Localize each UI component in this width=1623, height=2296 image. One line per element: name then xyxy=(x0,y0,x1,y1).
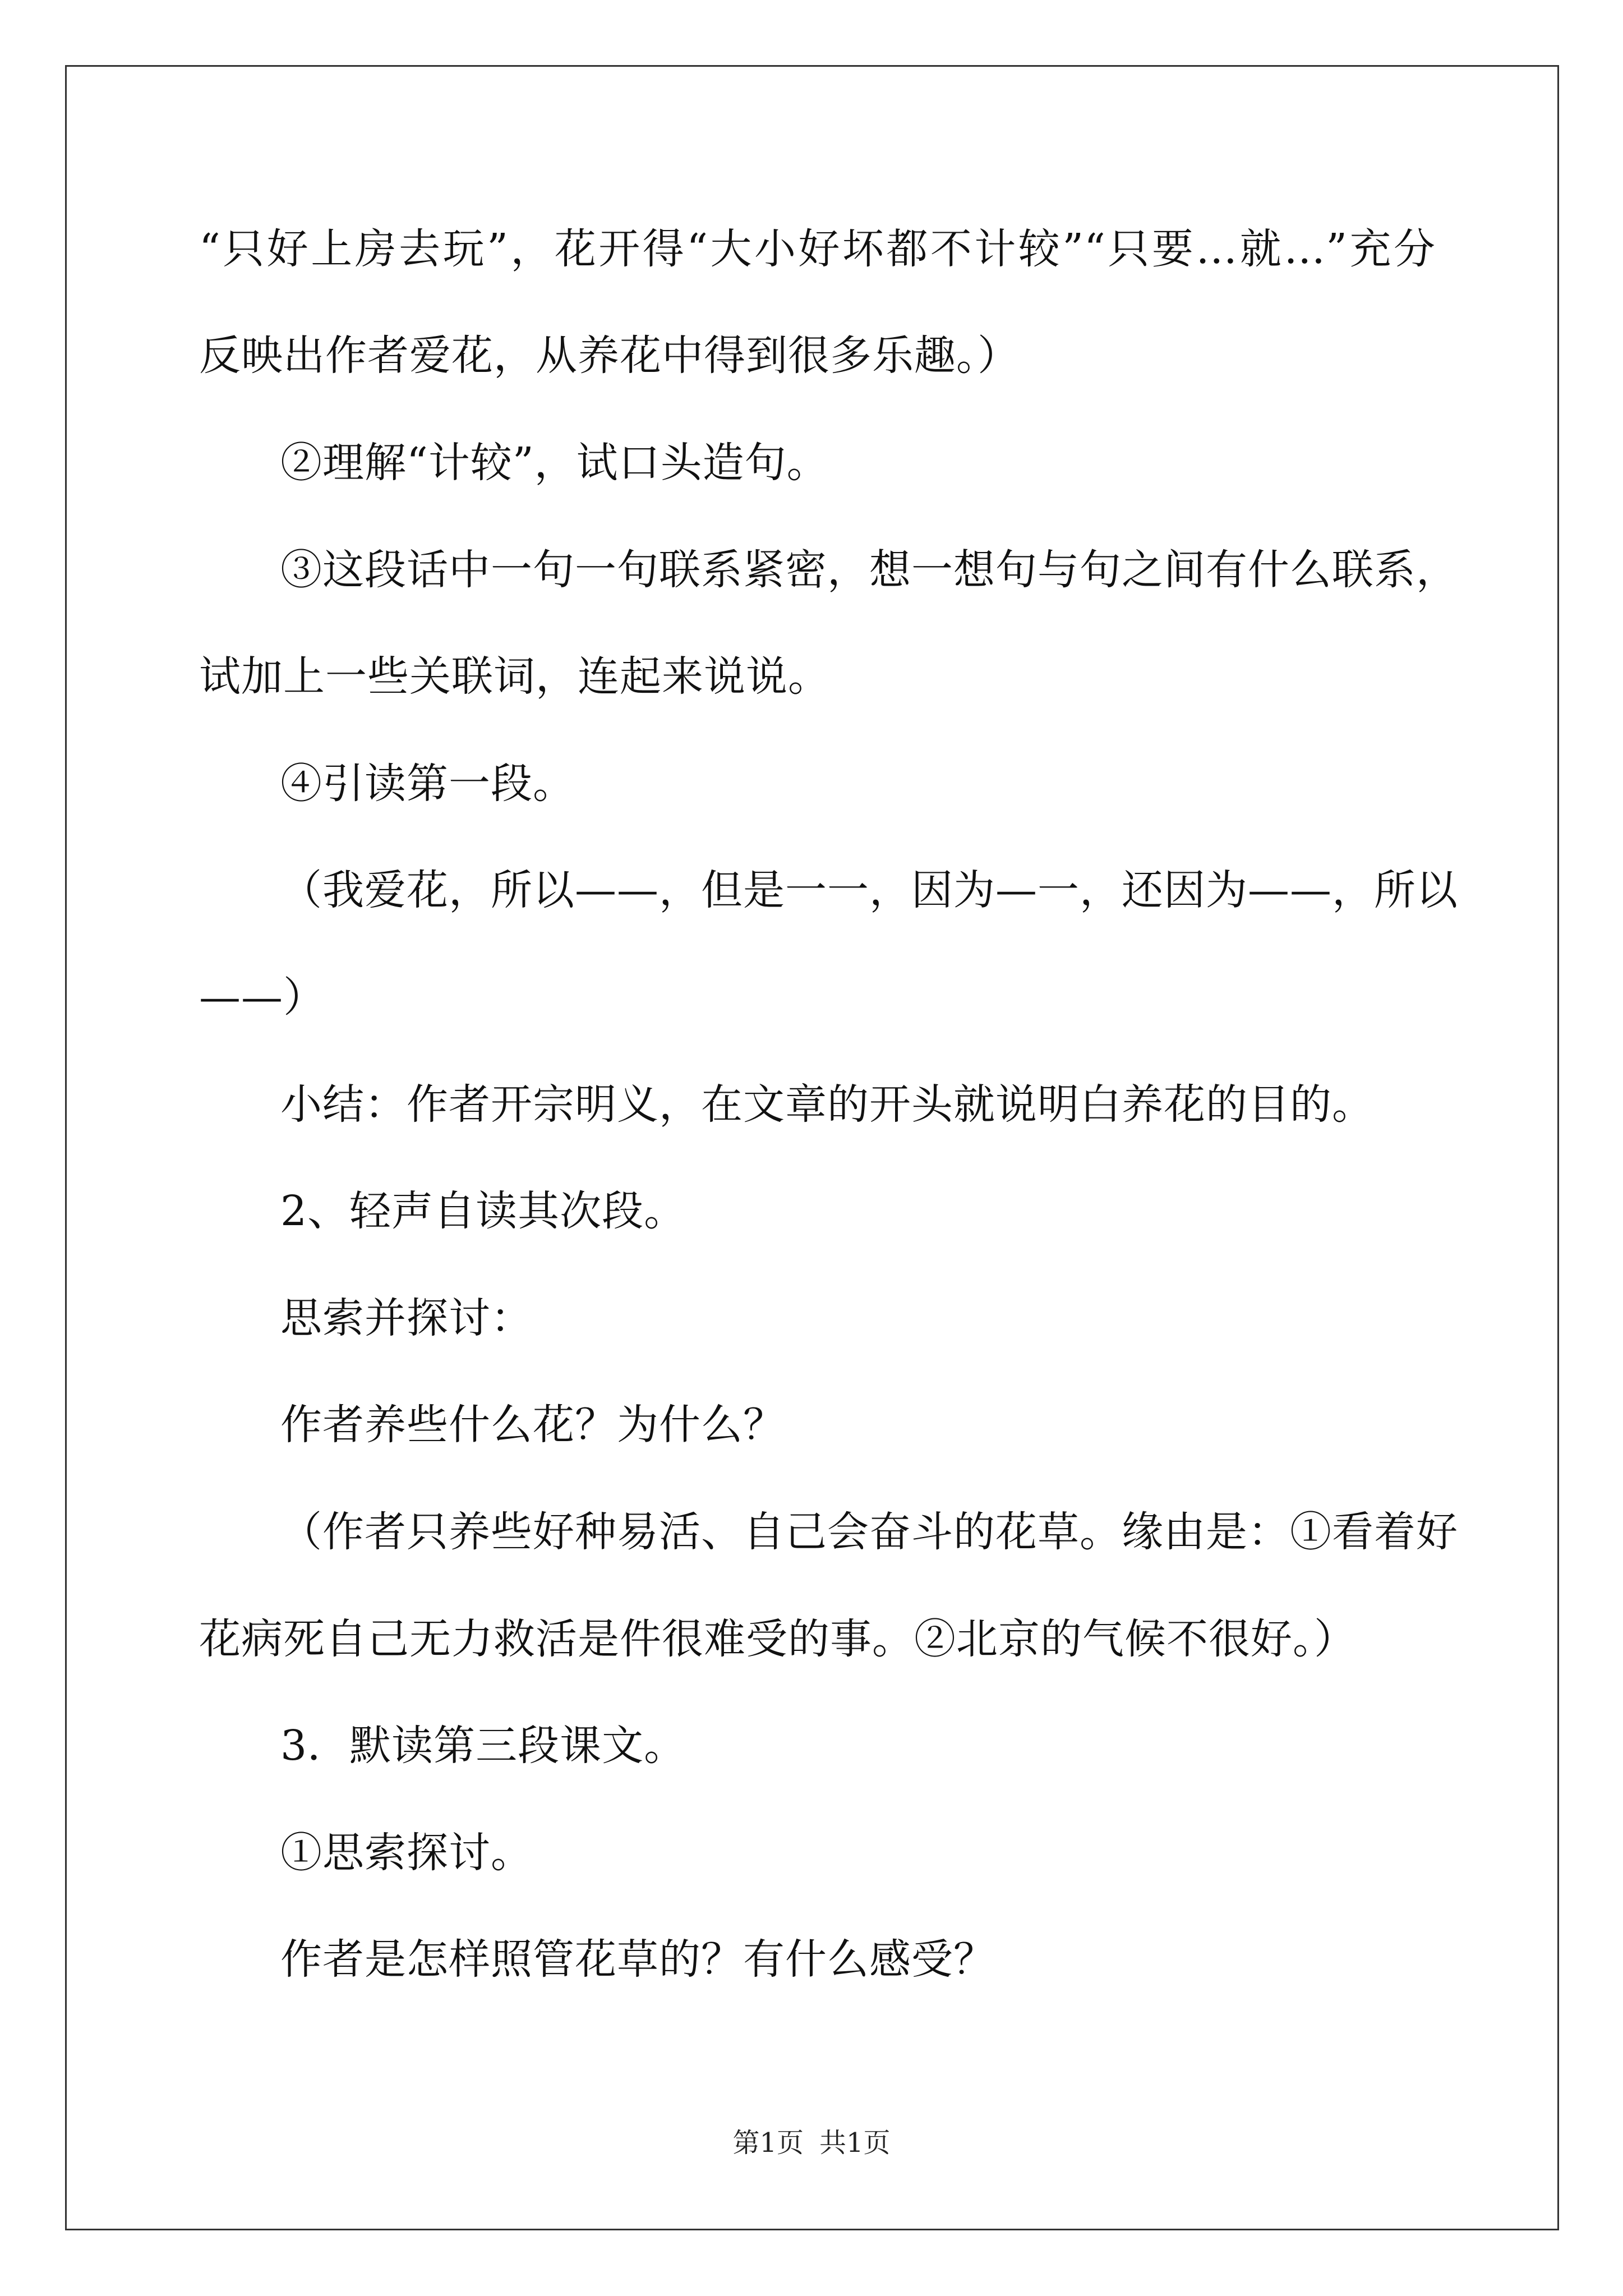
text-line: ——） xyxy=(199,973,325,1022)
text-line: “只好上房去玩”，花开得“大小好坏都不计较”“只要…就…”充分 xyxy=(199,225,1436,273)
text-line: （我爱花，所以——，但是一一，因为—一，还因为——，所以 xyxy=(280,866,1458,914)
text-line: （作者只养些好种易活、自己会奋斗的花草。缘由是：①看着好 xyxy=(280,1508,1458,1556)
text-line: 小结：作者开宗明义，在文章的开头就说明白养花的目的。 xyxy=(280,1080,1374,1129)
text-line: 花病死自己无力救活是件很难受的事。②北京的气候不很好。） xyxy=(199,1615,1356,1663)
page-footer xyxy=(0,2126,1623,2160)
text-line: 3．默读第三段课文。 xyxy=(280,1722,686,1770)
text-line: ②理解“计较”，试口头造句。 xyxy=(280,439,829,487)
text-line: ④引读第一段。 xyxy=(280,760,575,808)
text-line: 试加上一些关联词，连起来说说。 xyxy=(199,652,830,701)
page-frame xyxy=(65,65,1559,2230)
page-number: 第1页 xyxy=(732,2127,804,2159)
text-line: 作者养些什么花？为什么？ xyxy=(280,1401,785,1449)
text-line: 反映出作者爱花，从养花中得到很多乐趣。） xyxy=(199,332,1020,380)
text-line: ①思索探讨。 xyxy=(280,1829,533,1877)
page-total: 共1页 xyxy=(819,2127,891,2159)
text-line: 思索并探讨： xyxy=(280,1294,533,1342)
text-line: ③这段话中一句一句联系紧密，想一想句与句之间有什么联系， xyxy=(280,546,1458,594)
text-line: 2、轻声自读其次段。 xyxy=(280,1187,686,1235)
text-line: 作者是怎样照管花草的？有什么感受？ xyxy=(280,1935,995,1984)
